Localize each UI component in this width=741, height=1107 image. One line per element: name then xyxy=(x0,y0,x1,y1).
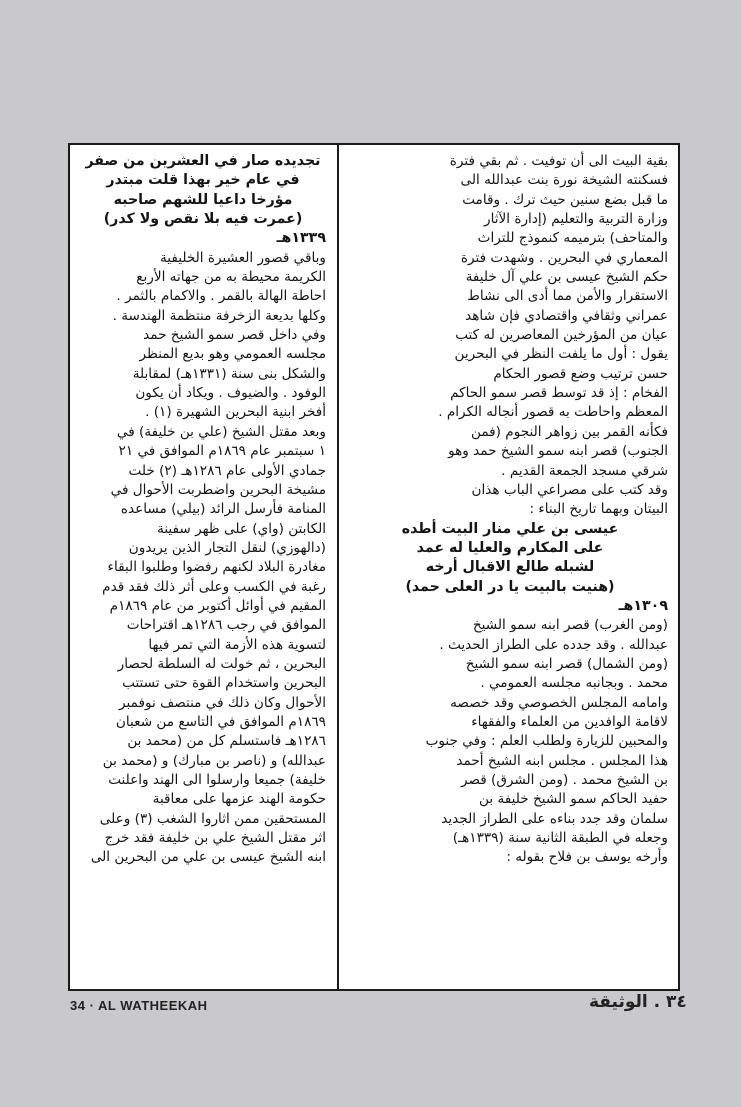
text-line: المقيم في أوائل أكتوبر من عام ١٨٦٩م xyxy=(109,597,326,614)
text-line: البيتان وبهما تاريخ البناء : xyxy=(529,501,668,518)
text-line: ما قبل بضع سنين حيث ترك . وقامت xyxy=(462,191,668,208)
text-line: عبدالله) و (ناصر بن مبارك) و (محمد بن xyxy=(102,752,326,769)
text-line: حكم الشيخ عيسى بن علي آل خليفة xyxy=(465,269,668,286)
text-line: لشبله طالع الاقبال أرخه xyxy=(425,559,595,576)
text-line: وباقي قصور العشيرة الخليفية xyxy=(159,249,326,266)
text-line: البحرين ، ثم خولت له السلطة لحصار xyxy=(117,655,326,672)
text-line: بن الشيخ محمد . (ومن الشرق) قصر xyxy=(460,772,668,788)
text-line: عيسى بن علي منار البيت أطده xyxy=(401,520,619,537)
text-line: الكابتن (واي) على ظهر سفينة xyxy=(157,520,326,537)
text-line: حسن ترتيب وضع قصور الحكام xyxy=(493,365,668,382)
text-line: احاطة الهالة بالقمر . والاكمام بالثمر . xyxy=(116,288,326,305)
text-line: الكريمة محيطة به من جهاته الأربع xyxy=(136,269,326,286)
text-line: والمتاحف) بترميمه كنموذج للتراث xyxy=(477,230,668,247)
text-line: ابنه الشيخ عيسى بن علي من البحرين الى xyxy=(90,849,326,866)
text-line: يقول : أول ما يلفت النظر في البحرين xyxy=(454,346,668,363)
text-line: شرقي مسجد الجمعة القديم . xyxy=(501,462,668,479)
text-line: ١٨٦٩م الموافق في التاسع من شعبان xyxy=(115,713,326,730)
text-line: (ومن الغرب) قصر ابنه سمو الشيخ xyxy=(472,617,668,634)
text-line: بقية البيت الى أن توفيت . ثم بقي فترة xyxy=(449,153,668,169)
text-line: مغادرة البلاد لكنهم رفضوا وطلبوا البقاء xyxy=(107,559,326,576)
text-line: خليفة) جميعا وارسلوا الى الهند واعلنت xyxy=(108,772,326,788)
footer-page-label-arabic: ٣٤ . الوثيقة xyxy=(589,992,687,1012)
text-line: وزارة التربية والتعليم (إدارة الآثار xyxy=(484,211,668,228)
text-line: تجديده صار في العشرين من صفر xyxy=(85,153,321,169)
text-line: المعظم واحاطت به قصور أنجاله الكرام . xyxy=(438,404,668,421)
text-line: (هنيت بالبيت يا در العلى حمد) xyxy=(405,578,615,595)
text-line: المنامة فأرسل الرائد (بيلي) مساعده xyxy=(120,501,326,518)
text-line: لاقامة الوافدين من العلماء والفقهاء xyxy=(471,713,668,730)
text-line: والمحبين للزيارة ولطلب العلم : وفي جنوب xyxy=(425,733,668,750)
text-line: عيان من المؤرخين المعاصرين له كتب xyxy=(455,327,668,344)
text-line: وامامه المجلس الخصوصي وقد خصصه xyxy=(450,694,668,711)
text-line: الموافق في رجب ١٢٨٦هـ اقتراحات xyxy=(126,617,326,634)
text-line: حكومة الهند عزمها على معاقبة xyxy=(152,791,326,808)
text-line: أفخر ابنية البحرين الشهيرة (١) . xyxy=(145,404,326,421)
text-line: وجعله في الطبقة الثانية سنة (١٣٣٩هـ) xyxy=(452,830,668,847)
text-line: وبعد مقتل الشيخ (علي بن خليفة) في xyxy=(116,423,326,440)
text-line: عبدالله . وقد جدده على الطراز الحديث . xyxy=(439,636,668,653)
right-text-column xyxy=(352,152,668,868)
text-line: والشكل بنى سنة (١٣٣١هـ) لمقابلة xyxy=(132,365,326,382)
text-line: المعماري في البحرين . وشهدت فترة xyxy=(460,249,668,266)
text-line: سلمان وقد جدد بناءه على الطراز الجديد xyxy=(441,810,668,827)
text-line: ١٢٨٦هـ فاستسلم كل من (محمد بن xyxy=(127,733,326,750)
text-line: (ومن الشمال) قصر ابنه سمو الشيخ xyxy=(465,655,668,672)
text-line: محمد . وبجانبه مجلسه العمومي . xyxy=(480,675,668,692)
text-line: على المكارم والعليا له عمد xyxy=(416,539,604,556)
text-line: حفيد الحاكم سمو الشيخ خليفة بن xyxy=(479,791,668,808)
text-line: (دالهوزي) لنقل التجار الذين يريدون xyxy=(128,539,326,556)
column-divider xyxy=(337,143,339,991)
text-line: رغبة في الكسب وعلى أثر ذلك فقد قدم xyxy=(102,578,326,595)
footer-page-label-latin: 34 · AL WATHEEKAH xyxy=(70,998,208,1013)
text-line: وكلها بديعة الزخرفة منتظمة الهندسة . xyxy=(112,307,326,324)
text-line: مشيخة البحرين واضطربت الأحوال في xyxy=(110,481,326,498)
text-line: فكأنه القمر بين زواهر النجوم (فمن xyxy=(470,423,668,440)
left-text-column xyxy=(80,152,326,868)
text-line: ١ سبتمبر عام ١٨٦٩م الموافق في ٢١ xyxy=(118,443,326,460)
text-line: الأحوال وكان ذلك في منتصف نوفمبر xyxy=(119,694,326,711)
text-line: وقد كتب على مصراعي الباب هذان xyxy=(471,481,668,498)
text-line: هذا المجلس . مجلس ابنه الشيخ أحمد xyxy=(456,752,668,769)
text-line: عمراني وثقافي واقتصادي فإن شاهد xyxy=(465,307,668,324)
text-line: لتسوية هذه الأزمة التي تمر فيها xyxy=(148,636,326,653)
text-line: الفخام : إذ قد توسط قصر سمو الحاكم xyxy=(450,385,668,402)
text-line: ١٣٠٩هـ xyxy=(618,597,668,614)
text-line: وأرخه يوسف بن فلاح بقوله : xyxy=(506,849,668,866)
text-line: مؤرخا داعيا للشهم صاحبه xyxy=(113,191,293,208)
text-line: جمادي الأولى عام ١٢٨٦هـ (٢) خلت xyxy=(128,462,326,479)
text-line: الجنوب) قصر ابنه سمو الشيخ حمد وهو xyxy=(448,443,668,460)
text-line: الوفود . والضيوف . ويكاد أن يكون xyxy=(135,385,326,402)
text-line: مجلسه العمومي وهو بديع المنظر xyxy=(139,346,326,363)
text-line: ١٣٣٩هـ xyxy=(276,230,326,247)
text-line: المستحقين ممن اثاروا الشغب (٣) وعلى xyxy=(99,810,326,827)
text-line: اثر مقتل الشيخ علي بن خليفة فقد خرج xyxy=(104,830,326,847)
text-line: في عام خير بهذا قلت مبتدر xyxy=(106,172,300,189)
text-line: وفي داخل قصر سمو الشيخ حمد xyxy=(143,327,326,344)
text-line: البحرين واستخدام القوة حتى تستتب xyxy=(122,675,326,692)
text-line: فسكنته الشيخة نورة بنت عبدالله الى xyxy=(460,172,668,189)
text-line: الاستقرار والأمن مما أدى الى نشاط xyxy=(467,288,668,305)
text-line: (عمرت فيه بلا نقص ولا كدر) xyxy=(103,211,303,228)
